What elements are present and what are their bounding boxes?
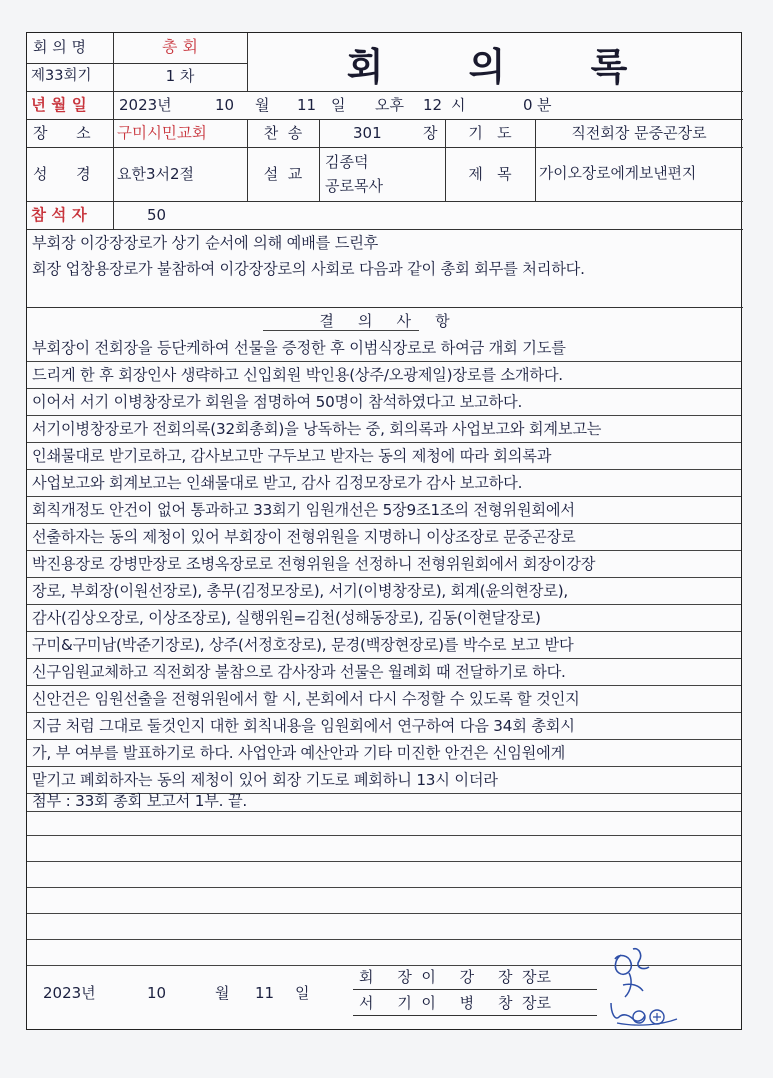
rule bbox=[27, 523, 741, 524]
subject-label: 제 목 bbox=[468, 165, 512, 183]
rule bbox=[27, 469, 741, 470]
date-minute-unit: 분 bbox=[537, 96, 552, 114]
footer-day-unit: 일 bbox=[295, 984, 310, 1002]
footer-month-unit: 월 bbox=[215, 984, 230, 1002]
resolutions-heading: 결 의 사 항 bbox=[319, 312, 451, 330]
rule bbox=[27, 913, 741, 914]
date-day: 11 bbox=[297, 96, 317, 114]
rule bbox=[27, 604, 741, 605]
resolution-line: 박진용장로 강병만장로 조병옥장로로 전형위원을 선정하니 전형위원회에서 회장이강장 bbox=[32, 555, 596, 573]
resolution-line: 신안건은 임원선출을 전형위원에서 할 시, 본회에서 다시 수정할 수 있도록 할 것인지 bbox=[32, 690, 580, 708]
footer-year: 2023년 bbox=[43, 984, 96, 1002]
rule bbox=[27, 361, 741, 362]
session-value: 1 차 bbox=[165, 67, 195, 85]
secretary-line: 서 기 이 병 창 장로 bbox=[359, 994, 552, 1012]
date-year: 2023년 bbox=[119, 96, 172, 114]
date-label: 년 월 일 bbox=[31, 96, 87, 114]
minutes-sheet bbox=[26, 32, 742, 1030]
signature-underline bbox=[353, 989, 597, 990]
rule bbox=[27, 766, 741, 767]
resolution-line: 지금 처럼 그대로 둘것인지 대한 회칙내용을 임원회에서 연구하여 다음 34회 총회시 bbox=[32, 717, 575, 735]
rule bbox=[319, 119, 320, 201]
resolution-line: 서기이병창장로가 전회의록(32회총회)을 낭독하는 중, 회의록과 사업보고와 회계보고는 bbox=[32, 420, 602, 438]
date-hour-unit: 시 bbox=[451, 96, 466, 114]
date-month: 10 bbox=[215, 96, 235, 114]
date-ampm: 오후 bbox=[375, 96, 404, 114]
rule bbox=[113, 91, 114, 229]
intro-line: 회장 업창용장로가 불참하여 이강장장로의 사회로 다음과 같이 총회 회무를 처리하다. bbox=[32, 260, 585, 278]
resolution-line: 구미&구미남(박준기장로), 상주(서정호장로), 문경(백장현장로)를 박수로 보고 받다 bbox=[32, 636, 574, 654]
rule bbox=[27, 631, 741, 632]
rule bbox=[27, 835, 741, 836]
rule bbox=[27, 685, 741, 686]
resolution-line: 인쇄물대로 받기로하고, 감사보고만 구두보고 받자는 동의 제청에 따라 회의록과 bbox=[32, 447, 552, 465]
rule bbox=[27, 442, 741, 443]
date-hour: 12 bbox=[423, 96, 443, 114]
subject-value: 가이오장로에게보낸편지 bbox=[539, 165, 697, 182]
resolution-line: 회칙개정도 안건이 없어 통과하고 33회기 임원개선은 5장9조1조의 전형위원회에서 bbox=[32, 501, 575, 519]
resolution-line: 이어서 서기 이병창장로가 회원을 점명하여 50명이 참석하였다고 보고하다. bbox=[32, 393, 523, 411]
resolution-line: 가, 부 여부를 발표하기로 하다. 사업안과 예산안과 기타 미진한 안건은 신임원에게 bbox=[32, 744, 566, 762]
resolution-line: 맡기고 폐회하자는 동의 제청이 있어 회장 기도로 폐회하니 13시 이더라 bbox=[32, 771, 498, 789]
rule bbox=[27, 201, 743, 202]
rule bbox=[27, 307, 743, 308]
preacher-line2: 공로목사 bbox=[325, 177, 383, 195]
rule bbox=[27, 887, 741, 888]
prayer-label: 기 도 bbox=[468, 124, 512, 142]
date-minute: 0 bbox=[523, 96, 533, 114]
rule bbox=[27, 63, 247, 64]
rule bbox=[27, 739, 741, 740]
resolution-line: 사업보고와 회계보고는 인쇄물대로 받고, 감사 김정모장로가 감사 보고하다. bbox=[32, 474, 523, 492]
resolution-line: 감사(김상오장로, 이상조장로), 실행위원=김천(성해동장로), 김동(이현달장로) bbox=[32, 609, 541, 627]
president-line: 회 장 이 강 장 장로 bbox=[359, 968, 552, 986]
intro-line: 부회장 이강장장로가 상기 순서에 의해 예배를 드린후 bbox=[32, 234, 379, 252]
heading-underline bbox=[263, 330, 419, 331]
rule bbox=[27, 496, 741, 497]
scripture-value: 요한3서2절 bbox=[117, 165, 195, 183]
hymn-unit: 장 bbox=[423, 124, 438, 142]
document-title: 회 의 록 bbox=[346, 44, 664, 89]
rule bbox=[27, 91, 743, 92]
rule bbox=[27, 119, 743, 120]
session-label: 제33회기 bbox=[31, 68, 92, 84]
attendance-value: 50 bbox=[147, 206, 167, 224]
meeting-name-value: 총 회 bbox=[162, 37, 198, 56]
date-day-unit: 일 bbox=[331, 96, 346, 114]
signature-underline bbox=[353, 1015, 597, 1016]
hymn-label: 찬 송 bbox=[263, 124, 303, 142]
rule bbox=[27, 550, 741, 551]
rule bbox=[27, 658, 741, 659]
resolution-line: 첨부 : 33회 총회 보고서 1부. 끝. bbox=[32, 792, 248, 810]
resolution-line: 신구임원교체하고 직전회장 불참으로 감사장과 선물은 월례회 때 전달하기로 하다. bbox=[32, 663, 566, 681]
scripture-label: 성 경 bbox=[33, 165, 91, 183]
place-value: 구미시민교회 bbox=[117, 124, 207, 142]
hymn-number: 301 bbox=[353, 124, 382, 142]
rule bbox=[27, 415, 741, 416]
footer-month: 10 bbox=[147, 984, 167, 1002]
date-month-unit: 월 bbox=[255, 96, 270, 114]
attendance-label: 참 석 자 bbox=[31, 206, 87, 224]
meeting-name-label: 회 의 명 bbox=[33, 38, 87, 56]
resolution-line: 부회장이 전회장을 등단케하여 선물을 증정한 후 이범식장로로 하여금 개회 기도를 bbox=[32, 339, 566, 357]
rule bbox=[27, 147, 743, 148]
resolution-line: 선출하자는 동의 제청이 있어 부회장이 전형위원을 지명하니 이상조장로 문중곤장로 bbox=[32, 528, 576, 546]
rule bbox=[27, 388, 741, 389]
rule bbox=[247, 33, 248, 91]
rule bbox=[27, 811, 741, 812]
sermon-label: 설 교 bbox=[263, 165, 303, 183]
rule bbox=[27, 712, 741, 713]
place-label: 장 소 bbox=[33, 124, 91, 142]
resolution-line: 드리게 한 후 회장인사 생략하고 신입회원 박인용(상주/오광제일)장로를 소개하다. bbox=[32, 366, 563, 384]
rule bbox=[27, 577, 741, 578]
rule bbox=[27, 861, 741, 862]
footer-day: 11 bbox=[255, 984, 275, 1002]
resolution-line: 장로, 부회장(이원선장로), 총무(김정모장로), 서기(이병창장로), 회계(윤의현장로), bbox=[32, 582, 569, 600]
rule bbox=[27, 229, 743, 230]
preacher-line1: 김종덕 bbox=[325, 153, 369, 171]
prayer-value: 직전회장 문중곤장로 bbox=[571, 124, 707, 142]
handwritten-signatures bbox=[599, 937, 689, 1027]
